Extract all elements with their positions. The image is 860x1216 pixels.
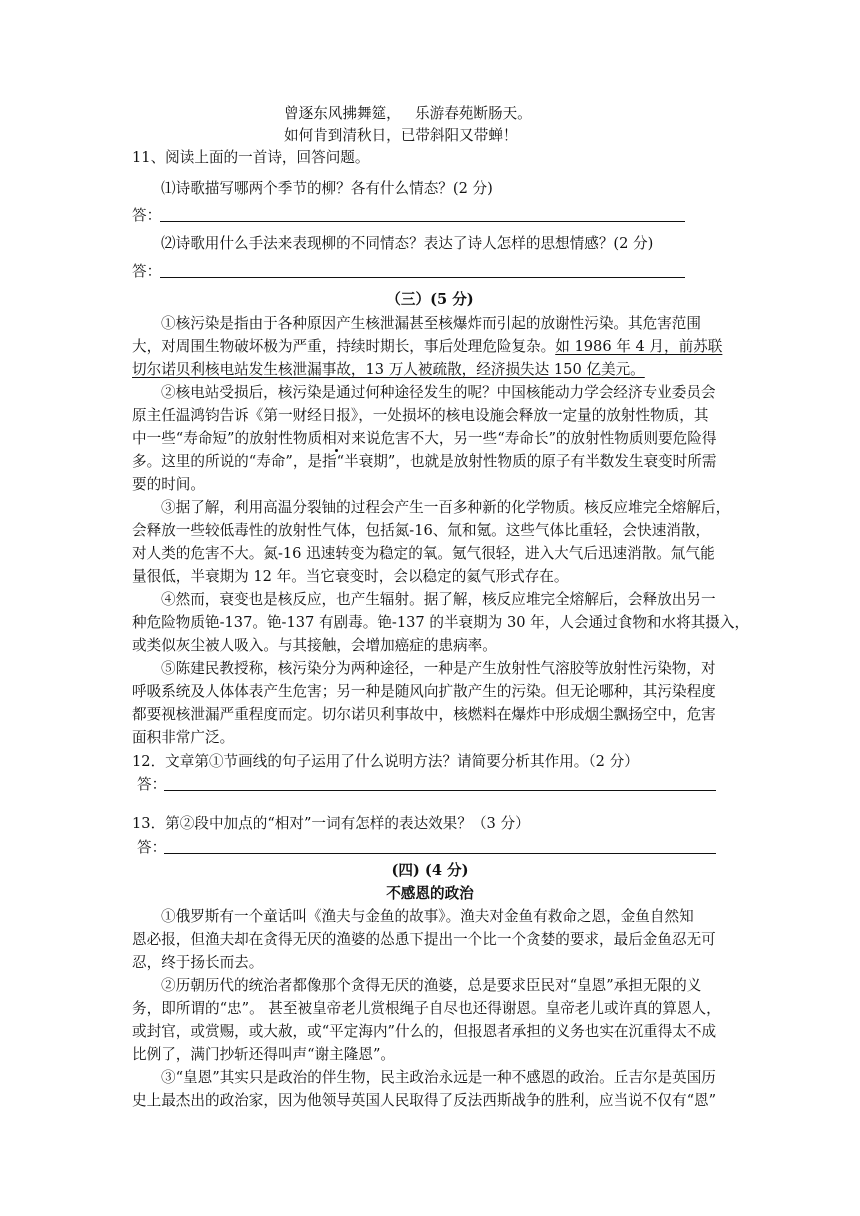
- section-4-heading: (四) (4 分): [391, 862, 469, 879]
- section-3-heading: （三）(5 分): [386, 291, 474, 308]
- answer-line-13[interactable]: [164, 853, 716, 854]
- s4-p3-line-1: ③“皇恩”其实只是政治的伴生物，民主政治永远是一种不感恩的政治。丘吉尔是英国历: [161, 1069, 716, 1086]
- s3-p5-line-3: 都要视核泄漏严重程度而定。切尔诺贝利事故中，核燃料在爆炸中形成烟尘飘扬空中，危害: [132, 706, 716, 723]
- s3-p2-line-2: 原主任温鸿钧告诉《第一财经日报》，一处损坏的核电设施会释放一定量的放射性物质，其: [132, 407, 709, 424]
- answer-line-11-2[interactable]: [160, 277, 685, 278]
- s4-p1-line-2: 恩必报，但渔夫却在贪得无厌的渔婆的怂恿下提出一个比一个贪婪的要求，最后金鱼忍无可: [132, 931, 716, 948]
- s4-p3-line-2: 史上最杰出的政治家，因为他领导英国人民取得了反法西斯战争的胜利，应当说不仅有“恩”: [132, 1092, 717, 1109]
- question-12-stem: 12．文章第①节画线的句子运用了什么说明方法？请简要分析其作用。（2 分）: [132, 753, 639, 770]
- s3-p4-line-1: ④然而，衰变也是核反应，也产生辐射。据了解，核反应堆完全熔解后，会释放出另一: [161, 591, 716, 608]
- s3-p1-line-2-text: 大，对周围生物破坏极为严重，持续时期长，事后处理危险复杂。: [132, 338, 556, 355]
- question-11-stem: 11、阅读上面的一首诗，回答问题。: [132, 149, 370, 166]
- answer-label-11-1: 答：: [132, 207, 162, 224]
- s4-p2-line-1: ②历朝历代的统治者都像那个贪得无厌的渔婆，总是要求臣民对“皇恩”承担无限的义: [161, 977, 702, 994]
- poem-line-2: 如何肯到清秋日，已带斜阳又带蝉！: [284, 127, 518, 144]
- question-11-sub-1: ⑴诗歌描写哪两个季节的柳？各有什么情态？(2 分): [161, 180, 493, 197]
- question-11-sub-2: ⑵诗歌用什么手法来表现柳的不同情态？表达了诗人怎样的思想情感？(2 分): [161, 235, 654, 252]
- s4-p2-line-3: 或封官，或赏赐，或大赦，或“平定海内”什么的，但报恩者承担的义务也实在沉重得太不成: [132, 1023, 717, 1040]
- poem-line-1a: 曾逐东风拂舞筵，: [284, 105, 401, 122]
- s4-p1-line-1: ①俄罗斯有一个童话叫《渔夫与金鱼的故事》。渔夫对金鱼有救命之恩，金鱼自然知: [161, 908, 694, 925]
- s3-p3-line-4: 量很低，半衰期为 12 年。当它衰变时，会以稳定的氦气形式存在。: [132, 568, 569, 585]
- s3-p5-line-4: 面积非常广泛。: [132, 729, 235, 746]
- dotted-word-relative: 相对: [322, 430, 352, 447]
- s4-p1-line-3: 忍，终于扬长而去。: [132, 954, 264, 971]
- s4-p2-line-2: 务，即所谓的“忠”。 甚至被皇帝老儿赏根绳子自尽也还得谢恩。皇帝老儿或许真的算恩人，: [132, 1000, 721, 1017]
- answer-line-11-1[interactable]: [160, 221, 685, 222]
- underlined-sentence-part-1: 如 1986 年 4 月，前苏联: [555, 338, 723, 355]
- s3-p5-line-2: 呼吸系统及人体体表产生危害；另一种是随风向扩散产生的污染。但无论哪种，其污染程度: [132, 683, 716, 700]
- poem-line-1b: 乐游春苑断肠天。: [415, 105, 532, 122]
- s3-p2-line-4: 多。这里的所说的“寿命”，是指“半衰期”，也就是放射性物质的原子有半数发生衰变时所需: [132, 453, 717, 470]
- s3-p3-line-1: ③据了解，利用高温分裂铀的过程会产生一百多种新的化学物质。核反应堆完全熔解后，: [161, 499, 731, 516]
- s3-p3-line-2: 会释放一些较低毒性的放射性气体，包括氮-16、氚和氪。这些气体比重轻，会快速消散，: [132, 522, 711, 539]
- s3-p2-line-1: ②核电站受损后，核污染是通过何种途径发生的呢？中国核能动力学会经济专业委员会: [161, 384, 716, 401]
- answer-label-12: 答：: [137, 776, 167, 793]
- question-13-stem: 13．第②段中加点的“相对”一词有怎样的表达效果？（3 分）: [132, 815, 530, 832]
- s3-p1-line-1: ①核污染是指由于各种原因产生核泄漏甚至核爆炸而引起的放谢性污染。其危害范围: [161, 315, 701, 332]
- s3-p2-line-3-b: 来说危害不大，另一些“寿命长”的放射性物质则要危险得: [351, 430, 717, 447]
- answer-label-11-2: 答：: [132, 263, 162, 280]
- s3-p1-line-2: [132, 337, 722, 357]
- answer-line-12[interactable]: [164, 790, 716, 791]
- s3-p2-line-3: [132, 429, 716, 449]
- s3-p2-line-3-a: 中一些“寿命短”的放射性物质: [132, 430, 323, 447]
- s3-p4-line-3: 或类似灰尘被人吸入。与其接触，会增加癌症的患病率。: [132, 637, 497, 654]
- s3-p2-line-5: 要的时间。: [132, 476, 205, 493]
- underlined-sentence-part-2: 切尔诺贝利核电站发生核泄漏事故，13 万人被疏散，经济损失达 150 亿美元。: [132, 361, 645, 378]
- s3-p3-line-3: 对人类的危害不大。氮-16 迅速转变为稳定的氧。氪气很轻，进入大气后迅速消散。氚气能: [132, 545, 715, 562]
- article-title: 不感恩的政治: [386, 885, 474, 902]
- s3-p4-line-2: 种危险物质铯-137。铯-137 有剧毒。铯-137 的半衰期为 30 年，人会通过食物和水将其摄入，: [132, 614, 750, 631]
- answer-label-13: 答：: [137, 839, 167, 856]
- s3-p5-line-1: ⑤陈建民教授称，核污染分为两种途径，一种是产生放射性气溶胶等放射性污染物，对: [161, 660, 716, 677]
- s4-p2-line-4: 比例了，满门抄斩还得叫声“谢主隆恩”。: [132, 1046, 396, 1063]
